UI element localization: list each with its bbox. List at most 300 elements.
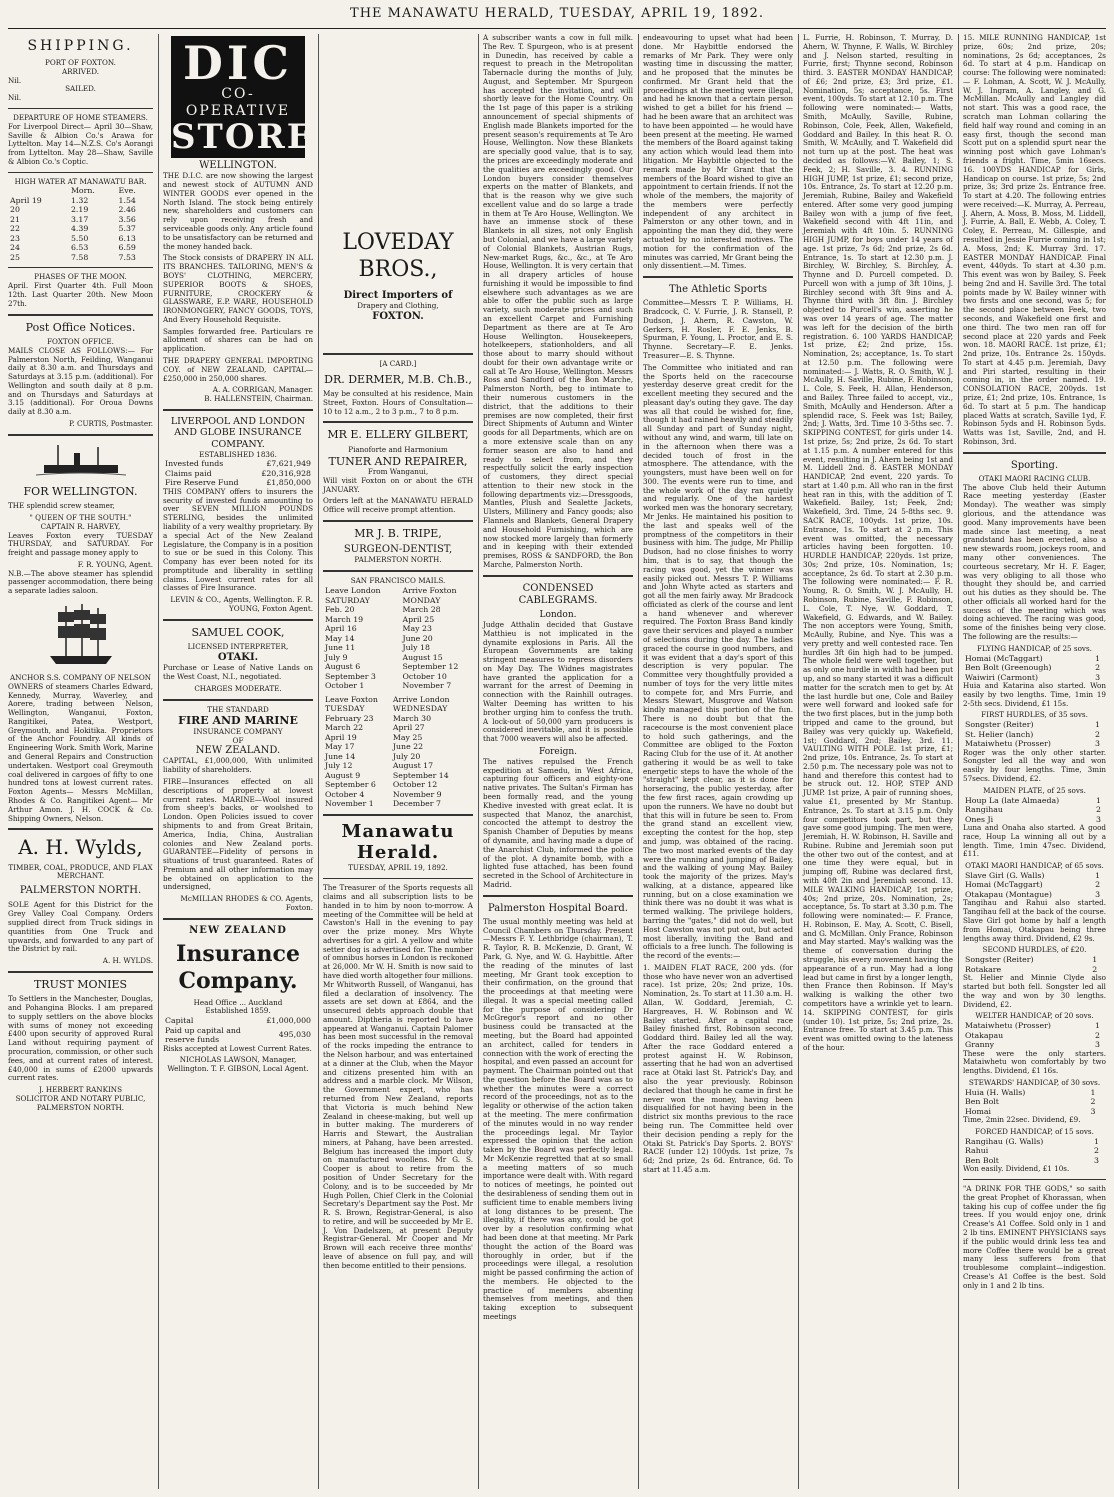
divider — [163, 409, 313, 411]
tide-cell: 24 — [10, 243, 20, 253]
sf-cell: June 11 — [325, 643, 356, 652]
nz-manager: NICHOLAS LAWSON, Manager, Wellington. T. F. GIBSON, Local Agent. — [167, 1055, 309, 1074]
divider — [163, 918, 313, 920]
divider — [323, 814, 473, 816]
sf-header-cell: Arrive Foxton MONDAY — [402, 586, 457, 605]
standard-ins: INSURANCE COMPANY — [193, 726, 283, 736]
tide-cell: April 19 — [10, 195, 42, 205]
race-horse: Homai (McTaggart) — [965, 880, 1043, 890]
race-results — [963, 796, 1106, 825]
trust-sign: J. HERBERT RANKINS — [38, 1085, 123, 1095]
race-horse: Rotakare — [965, 964, 1002, 974]
race-row — [963, 805, 1106, 815]
sports-events: 1. MAIDEN FLAT RACE, 200 yds. (for those who have never won an advertised race). 1st prize, 20s; 2nd prize, 10s. Nomination, 2s. To start at 11.30 a.m. H. Allan, W. Goddard, Jeremiah, C. Hargreaves, H. W. Robinson and W. Bailey started. After a capital race Bailey finished first, Robinson second, Goddard third. Bailey led all the way. After the race Goddard entered a protest against H. W. Robinson, asserting that he had won an advertised race at Otaki last St. Patrick's Day, and also the year previously. Robinson declared that though he came in first he never won the money, having been disqualified for not having been in the district six months previous to the race being run. The Committee held over their decision pending a reply for the Otaki St. Patrick's Day Sports. 2. BOYS' RACE (under 12) 100yds. 1st prize, 7s 6d; 2nd prize, 2s 6d. Entrance, 6d. To start at 11.45 a.m. — [643, 962, 793, 1174]
tide-cell: 6.59 — [118, 243, 136, 253]
sf-cell: June 20 — [402, 633, 433, 643]
london-text: Judge Atthalin decided that Gustave Matthieu is not implicated in the dynamite explosions in Paris. All the European Governments are taking stringent measures to repress disorders on May Day. The Widnes magistrates have granted the application for a warrant for the arrest of Deeming in connection with the Rainhill outrages. Walter Deeming has written to his brother urging him to confess the truth. A lock-out of 50,000 yarn producers is considered inevitable, and it is possible that 7000 weavers will also be affected. — [483, 620, 633, 744]
race-place: 1 — [1095, 653, 1101, 663]
sf-header-cell: Leave London SATURDAY — [325, 586, 381, 605]
dic-chairman: B. HALLENSTEIN, Chairman. — [204, 394, 313, 404]
lg-funds-row — [163, 459, 313, 469]
dic-text: THE D.I.C. are now showing the largest and newest stock of AUTUMN AND WINTER GOODS ever opened in the North Island. The stock being entirely new, shareholders and customers can rely upon receiving fresh and serviceable goods only. Any article found to be unsatisfactory can be returned and the money handed back. — [163, 171, 313, 251]
column-7 — [963, 34, 1106, 1489]
race-place: 3 — [1096, 814, 1101, 824]
departures-text: For Liverpool Direct— April 30—Shaw, Saville & Albion Co.'s Arawa for Lyttelton. May 14—N.Z.S. Co's Aorangi from Lyttelton. May 28—Shaw, Saville & Albion Co.'s Coptic. — [8, 121, 153, 166]
tide-header-cell — [8, 186, 69, 196]
steamer-name: " QUEEN OF THE SOUTH." — [29, 512, 132, 522]
lg-agents: LEVIN & CO., Agents, Wellington. F. R. YOUNG, Foxton Agent. — [170, 595, 313, 614]
nz-insurance: Insurance Company. — [176, 940, 300, 994]
dic-logo-stores: STORES — [171, 117, 342, 158]
divider — [483, 895, 633, 897]
sf-cell: November 9 — [392, 789, 442, 799]
race-heading: FORCED HANDICAP, of 15 sovs. — [975, 1126, 1094, 1136]
sf-cell: February 23 — [325, 713, 374, 723]
sf-row — [323, 714, 473, 724]
herald-news: The Treasurer of the Sports requests all claims and all subscription lists to be handed in to him by noon to-morrow. A meeting of the Committee will be held at Cawston's Hall in the evening to pay over the prize money. Mrs Whyte advertises for a girl. A yellow and white setter dog is advertised for. The number of omnibus horses in London is reckoned at 26,000. Mr W. H. Smith is now said to have died worth altogether four millions. Mr Whitworth Russell, of Wanganui, has filed a declaration of insolvency. The assets are set down at £864, and the unsecured debts approach double that amount. Diptheria is reported to have appeared at Wanganui. Captain Palomer has been most successful in the removal of the rocks impeding the entrance to the Nelson harbour, and was entertained at a dinner at the Club, when the Mayor and citizens presented him with an address and a marble clock. Mr Wilson, the Government expert, who has returned from New Zealand, reports that Victoria is much behind New Zealand in cheese-making, but well up in butter making. The murderers of Harris and Stewart, the Australian miners, at Pahang, have been arrested. Belgium has increased the import duty on manufactured woollens. Mr G. S. Cooper is about to retire from the position of Under Secretary for the Colony, and is to be succeeded by Mr Hugh Pollen, Chief Clerk in the Colonial Secretary's Department say the Post. Mr R. S. Brown, Registrar-General, is also to retire, and will be succeeded by Mr E. J. Von Dadelszen, at present Deputy Registrar-General. Mr Cooper and Mr Brown will each receive three months' leave of absence on full pay, and will then become entitled to their pensions. — [323, 883, 473, 1270]
tide-cell: 7.58 — [70, 252, 89, 262]
divider — [163, 699, 313, 701]
sf-header-cell: Leave Foxton TUESDAY — [325, 694, 378, 713]
nz-capital-label: Paid up capital and reserve funds — [165, 1025, 241, 1045]
sports-heading: The Athletic Sports — [668, 284, 768, 296]
race-horse: Ones Ji — [965, 814, 994, 824]
sf-cell: September 3 — [325, 671, 376, 681]
sf-cell: August 9 — [325, 770, 361, 780]
sf-row — [323, 681, 473, 691]
race-row — [963, 663, 1106, 673]
race-horse: Mataiwhetu (Prosser) — [965, 1021, 1051, 1031]
sf-cell: October 4 — [325, 789, 365, 799]
race-text: Luna and Onaha also started. A good race, Houp La winning all out by a length. Time, 1min 47sec. Dividend, £11. — [963, 823, 1106, 859]
race-horse: Otakapau (Montague) — [965, 889, 1052, 899]
postmaster-sign: P. CURTIS, Postmaster. — [69, 419, 153, 429]
foreign-text: The natives repulsed the French expedition at Samedu, in West Africa, capturing four officers and eighty-one native privates. The Sultan's Firman has been formally read, and the young Khedive invested with great eclat. It is suspected that Manoz, the anarchist, concocted the attempt to destroy the Spanish Chamber of Deputies by means of dynamite, and having made a dupe of the Anarchist Club, informed the police of the plot. A dynamite bomb, with a lighted fuse attached, has been found secreted in the School of Architecture in Madrid. — [483, 756, 633, 889]
sf-cell: August 6 — [325, 662, 361, 671]
race-row — [963, 1137, 1106, 1147]
race-place: 3 — [1095, 1040, 1100, 1050]
hospital-heading: Palmerston Hospital Board. — [488, 902, 628, 914]
race-row — [963, 1031, 1106, 1041]
card-label: [A CARD.] — [379, 358, 417, 368]
column-4 — [483, 34, 633, 1489]
tide-cell: 20 — [10, 205, 20, 215]
divider — [963, 1179, 1106, 1180]
nz-established: Established 1859. — [205, 1006, 271, 1016]
standard-of: OF — [232, 735, 244, 745]
loveday-heading: LOVEDAY BROS., — [342, 230, 454, 282]
ellery-sub: Pianoforte and Harmonium — [348, 444, 448, 454]
race-place: 2 — [1092, 964, 1098, 974]
steamer-text: Leaves Foxton every TUESDAY THURSDAY, and SATURDAY. For freight and passage money apply to — [8, 530, 153, 558]
nz-rates: Risks accepted at Lowest Current Rates. — [163, 1043, 312, 1053]
divider — [8, 971, 153, 973]
tide-cell: 2.19 — [70, 205, 89, 215]
lg-funds-label: Invested funds — [165, 459, 224, 469]
race-row — [963, 730, 1106, 740]
nz-capital-label: Capital — [165, 1016, 194, 1026]
steamer-intro: THE splendid screw steamer, — [8, 501, 115, 511]
cable-heading: CONDENSED CABLEGRAMS. — [518, 582, 598, 606]
herald-title: Manawatu Herald. — [341, 820, 455, 864]
tide-cell: 21 — [10, 214, 20, 224]
nz-capital-value: 495,030 — [278, 1030, 311, 1040]
race-place: 2 — [1095, 1030, 1100, 1040]
masthead: THE MANAWATU HERALD, TUESDAY, APRIL 19, 1892. — [350, 6, 764, 21]
sf-header-cell: Arrive London WEDNESDAY — [392, 694, 450, 713]
race-results — [963, 1088, 1106, 1117]
ellery-text: Will visit Foxton on or about the 6TH JANUARY. — [323, 475, 473, 494]
tripe-town: PALMERSTON NORTH. — [354, 555, 442, 565]
london-heading: London. — [539, 610, 577, 621]
race-horse: Otakapau — [965, 1030, 1004, 1040]
sf-cell: October 12 — [392, 780, 438, 789]
tide-table — [8, 186, 153, 262]
dic-samples: Samples forwarded free. Particulars re allotment of shares can be had on application. — [163, 326, 313, 354]
nz-capital-table — [163, 1016, 313, 1045]
lg-text: THIS COMPANY offers to insurers the security of invested funds amounting to over SEVEN MILLION POUNDS STERLING, besides the unlimited liability of a very wealthy proprietary. By a special Act of the New Zealand Legislature, the Company is in a position to sue or be sued in this Colony. This Company has ever been noted for its promptitude and liberality in settling claims. Lowest current rates for all classes of Fire Insurance. — [163, 486, 313, 593]
lg-funds-table — [163, 459, 313, 488]
wylds-sign: A. H. WYLDS. — [102, 956, 153, 966]
divider — [8, 314, 153, 316]
standard-nz: NEW ZEALAND. — [195, 745, 281, 757]
race-horse: Rangihau — [965, 805, 1003, 815]
sf-row — [323, 733, 473, 743]
sf-cell: Feb. 20 — [325, 605, 355, 614]
sf-cell: July 18 — [402, 643, 430, 652]
sf-row — [323, 634, 473, 644]
race-horse: St. Helier (lanch) — [965, 729, 1034, 739]
race-results — [963, 1137, 1106, 1166]
divider — [8, 828, 153, 830]
sf-row — [323, 662, 473, 672]
divider — [8, 172, 153, 173]
divider — [323, 570, 473, 572]
ellery-note: Orders left at the MANAWATU HERALD Office will receive prompt attention. — [323, 496, 473, 515]
race-place: 1 — [1096, 795, 1101, 805]
sf-row — [323, 742, 473, 752]
race-row — [963, 1097, 1106, 1107]
tide-row — [8, 196, 153, 206]
sf-cell: June 22 — [392, 742, 424, 751]
race-place: 3 — [1095, 672, 1101, 682]
arrived-nil: Nil. — [8, 75, 22, 85]
tide-cell: 23 — [10, 233, 20, 243]
race-row — [963, 1146, 1106, 1156]
tide-cell: 2.46 — [118, 205, 136, 215]
race-text: Time, 2min 22sec. Dividend, £9. — [963, 1115, 1081, 1125]
divider — [483, 575, 633, 577]
divider — [8, 108, 153, 109]
divider — [963, 452, 1106, 454]
port-heading: PORT OF FOXTON. — [45, 58, 116, 68]
standard-fire: FIRE AND MARINE — [178, 714, 298, 728]
divider — [323, 421, 473, 423]
race-place: 1 — [1095, 720, 1100, 730]
divider — [323, 520, 473, 522]
tide-header-row — [8, 186, 153, 196]
masthead-rule — [8, 28, 1106, 29]
moon-heading: PHASES OF THE MOON. — [34, 272, 127, 282]
sf-cell: September 6 — [325, 780, 376, 789]
tide-cell: 6.53 — [70, 243, 89, 253]
nz-capital-row — [163, 1026, 313, 1045]
sailed-nil: Nil. — [8, 93, 22, 103]
wylds-trade: TIMBER, COAL, PRODUCE, AND FLAX MERCHANT. — [8, 862, 153, 881]
trust-text: To Settlers in the Manchester, Douglas, and Pohangina Blocks. I am prepared to supply settlers on the above blocks with sums of money not exceeding £400 upon security of approved Rural Land without requiring payment of procuration, commission, or other such fees, and at current rates of interest. £40,000 in sums of £2000 upwards current rates. — [8, 994, 153, 1083]
standard-heading: THE STANDARD — [207, 704, 269, 714]
sf-cell: May 25 — [392, 732, 423, 742]
race-row — [963, 871, 1106, 881]
wylds-heading: A. H. Wylds, — [18, 835, 143, 860]
wylds-town: PALMERSTON NORTH. — [19, 885, 142, 897]
race-heading: FLYING HANDICAP, of 25 sovs. — [977, 643, 1092, 653]
sf-cell: October 10 — [402, 671, 447, 681]
sf-cell: May 14 — [325, 633, 355, 643]
local-news: A subscriber wants a cow in full milk. The Rev. T. Spurgeon, who is at present in Dunedin, has received by cable a request to preach in the Metropolitan Tabernacle during the months of July, August, and September. Mr Spurgeon has accepted the invitation, and will shortly leave for the Home Country. On the 1st page of this paper is a striking announcement of special shipments of English made Blankets imported for the present season's requirements at Te Aro House, Wellington. Now these Blankets are specially good value, that is to say, the prices are exceedingly moderate and the qualities are exceedingly good. Our London buyers consider themselves experts on the matter of Blankets, and that is the reason why we give such excellent value and do so large a trade in them at Te Aro House, Wellington. We have an immense stock of these Blankets in all sizes, not only English but Colonial, and we have a large variety of Colonial Blankets, Austrian Rugs, New-market Rugs, &c., &c., at Te Aro House, Wellington. It is very certain that in all drapery articles of house furnishing it would be impossible to find elsewhere such advantages as we are able to offer the public such as large variety, such moderate prices and such an excellent Carpet and Furnishing Department as there are at Te Aro House Wellington. Housekeepers, hotelkeepers, stationholders, and all those about to marry should without doubt for their own advantage write or call at Te Aro House, Wellington. Messrs Ross and Sandford of the Bon Marche, Palmerston North, beg to intimate to their numerous customers in the district, that the additions to their premises are now completed, their first Direct Shipments of Autumn and Winter goods for all Departments, which are on a more extensive scale than on any former season are also to hand and ready to select from, and they respectfully solicit the early inspection of customers, they direct special attention to their new stock in the following departments viz:—Dressgoods, Mantles, Plush and Sealette Jackets, Ulsters, Millinery and Fancy goods; also Flannels and Blankets, General Drapery and Household Furnishing, which are now stocked more largely than formerly and in keeping with their extended premises, ROSS & SANDFORD, the Bon Marche, Palmerston North. — [483, 33, 633, 569]
lg-funds-value: £1,850,000 — [266, 478, 311, 488]
race-horse: Mataiwhetu (Prosser) — [965, 739, 1051, 749]
nz-head-office: Head Office ... Auckland — [193, 997, 283, 1007]
lg-heading: LIVERPOOL AND LONDON AND GLOBE INSURANCE COMPANY. — [170, 415, 306, 451]
column-rule — [478, 34, 479, 1489]
tide-cell: 3.56 — [118, 214, 136, 224]
dic-logo-text: DIC — [182, 36, 294, 90]
sf-cell: April 19 — [325, 732, 357, 742]
race-horse: Songster (Reiter) — [965, 955, 1034, 965]
departure-heading: DEPARTURE OF HOME STEAMERS. — [13, 112, 148, 122]
race-row — [963, 880, 1106, 890]
sf-cell: April 27 — [392, 723, 425, 732]
tripe-heading: MR J. B. TRIPE, — [354, 526, 442, 540]
loveday-town: FOXTON. — [372, 310, 424, 322]
sf-row — [323, 643, 473, 653]
race-text: Huia and Katarina also started. Won easily by two lengths. Time, 1min 19 2-5th secs. Dividend, £1 15s. — [963, 681, 1106, 708]
sf-row — [323, 615, 473, 625]
race-text: These were the only starters. Mataiwhetu won comfortably by two lengths. Dividend, £1 16s. — [963, 1048, 1106, 1076]
sf-cell: March 30 — [392, 713, 432, 723]
sf-row — [323, 780, 473, 790]
steamer-heading: FOR WELLINGTON. — [23, 484, 138, 498]
race-horse: Ben Bolt — [965, 1097, 999, 1107]
race-row — [963, 1088, 1106, 1098]
tide-cell: 25 — [10, 252, 20, 262]
sf-cell: August 17 — [392, 761, 434, 770]
sf-table-inbound — [323, 586, 473, 691]
sf-row — [323, 672, 473, 682]
divider — [323, 353, 473, 355]
race-horse: Slave Girl (G. Walls) — [965, 870, 1045, 880]
sf-cell: May 23 — [402, 624, 432, 633]
sports-committee: Committee—Messrs T. P. Williams, H. Bradcock, C. V. Furrie, J. R. Stansell, P. Dudson, J. Ahern, R. Cawston, W. Gerkers, H. Rosler, F. E. Jenks, B. Spurman, F. Young, L. Proctor, and E. S. Thynne. Secretary—F. E. Jenks. Treasurer—E. S. Thynne. — [643, 298, 793, 360]
race-place: 1 — [1092, 955, 1098, 965]
race-place: 2 — [1096, 805, 1101, 815]
shipping-heading: SHIPPING. — [27, 38, 134, 54]
loveday-goods: Drapery and Clothing, — [357, 300, 439, 310]
lg-funds-row — [163, 469, 313, 479]
column-6 — [803, 34, 953, 1489]
race-horse: Homai — [965, 1106, 992, 1116]
race-place: 2 — [1090, 1097, 1096, 1107]
race-heading: MAIDEN PLATE, of 25 sovs. — [983, 785, 1086, 795]
sf-cell: March 22 — [325, 723, 364, 732]
sf-row — [323, 624, 473, 634]
post-office-heading: Post Office Notices. — [25, 320, 136, 334]
sf-table-outbound — [323, 695, 473, 809]
post-office-sub: FOXTON OFFICE. — [47, 336, 114, 346]
sports-events-continued: L. Furrie, H. Robinson, T. Murray, D. Ahern, W. Thynne, F. Walls, W. Birchley and J. Nelson started, resulting in Furrie, first; Thynne second, Robinson third. 3. EASTER MONDAY HANDICAP, of £6; 2nd prize, £3; 3rd prize, £1. Nomination, 5s; acceptance, 5s. First event, 100yds. To start at 12.10 p.m. The following were nominated:— Watts, Smith, McAully, Saville, Rubine, Robinson, Cole, Feek, Allen, Wakefield, Goddard and Bailey. In this heat R. O. Smith, W. McAully, and T. Wakefield did not turn up at the post. The heat was decided as follows:—W. Bailey, 1; S. Feek, 2; H. Saville, 3. 4. RUNNING HIGH JUMP, 1st prize, £1; second prize, 10s. Entrance, 2s. To start at 12.20 p.m. Jeremiah, Rubine, Bailey and Wakefield entered. After some very good jumping Bailey won with a jump of five feet, Wakefield second with 4ft 11in, and Jeremiah with 4ft 10in. 5. RUNNING HIGH JUMP, for boys under 14 years of age. 1st prize, 7s 6d; 2nd prize, 2s 6d. Entrance, 1s. To start at 12.30 p.m. J. Birchley, W. Birchley, S. Birchley, A. Thynne and D. Purcell competed. D. Purcell won with a jump of 3ft 10ins, J. Birchley second with 3ft 9ins and A. Thynne third with 3ft 8in. J. Birchley objected to Purcell's win, asserting he was over 14 years of age. The matter was left for the decision of the birth registration. 6. 100 YARDS HANDICAP, 1st prize, £2; 2nd prize, 15s. Nomination, 2s; acceptance, 1s. To start at 12.50 p.m. The following were nominated:— J. Watts, R. O. Smith, W. J. McAully, H. Saville, Rubine, F. Robinson, L. Cole, S. Feek, H. Allan, Henderson, and Bailey. Three failed to accept, viz., Smith, McAully and Henderson. After a splendid race, S. Feek was 1st; Bailey, 2nd; J. Watts, 3rd. Time 10 3-5ths sec. 7. SKIPPING CONTEST, for girls under 14. 1st prize, 5s; 2nd prize, 2s 6d. To start at 1.15 p.m. A number entered for this event, resulting in J. Ahern being 1st and M. Liddell 2nd. 8. EASTER MONDAY HANDICAP, 2nd event, 220 yards. To start at 1.40 p.m. All who ran in the first heat ran in this, with the addition of T. Wakefield. Bailey, 1st; Feek, 2nd; Wakefield, 3rd. Time, 24 5-8ths sec. 9. SACK RACE, 100yds. 1st prize, 10s. Entrance, 1s. To start at 2 p.m. This event was omitted, the necessary articles having been forgotten. 10. HURDLE HANDICAP, 220yds. 1st prize, 30s; 2nd prize, 10s. Nomination, 1s; acceptance, 2s 6d. To start at 2.30 p.m. The following were nominated:— F. R. Young, R. O. Smith, W. J. McAully, H. Robinson, Rubine, Saville, F. Robinson, L. Cole, T. Nye, W. Goddard, T. Wakefield, G. Edwards, and W. Bailey. The non acceptors were Young, Smith, McAully, Rubine, and Nye. This was a very pretty and well contested race. Ten hurdles 3ft 6in high had to be jumped. The whole field were well together, but as only one hurdle in width had been put up, and so many started it was a difficult matter for the scratch men to get by. At the last hurdle but one, Cole and Bailey were well forward and looked safe for the two first places, but in the jump both tripped and came to the ground, but Bailey was very quickly up. Wakefield, 1st; Goddard, 2nd; Bailey, 3rd. 11. VAULTING WITH POLE. 1st prize, £1; 2nd prize, 10s. Entrance, 2s. To start at 2.50 p.m. The necessary pole was not to hand and therefore this contest had to be struck out. 12. HOP, STEP AND JUMP. 1st prize, A pair of running shoes, value £1, presented by Mr Stantup. Entrance, 2s. To start at 3.15 p.m. Only four competitors took part, but they gave some good jumping. The men were, Jeremiah, H. W. Robinson, H. Saville and Rubine. Rubine and Jeremiah soon put the other two out of the contest, and at one time they were equal, but in jumping off, Rubine was declared first, with 40ft 2in and Jeremiah second. 13. MILE WALKING HANDICAP, 1st prize, 40s; 2nd prize, 20s. Nomination, 2s; acceptance, 5s. To start at 3.30 p.m. The following were nominated:— F. France, H. Robinson, E. May, A. Scott, C. Bisell, and G. McMillan. Only France, Robinson and May started. May's walking was the theme of conversation during the struggle, his every movement having the appearance of a run. May had a long lead but came in first by a longer length, then France then Robinson. If May's walking is walking the other two competitors have a wrinkle yet to learn. 14. SKIPPING CONTEST, for girls (under 10). 1st prize, 5s; 2nd prize, 2s. Entrance free. To start at 3.45 p.m. This event was omitted owing to the lateness of the hour. — [803, 33, 953, 1052]
sf-header-row — [323, 695, 473, 714]
race-text: Roger was the only other starter. Songster led all the way and won easily by four lengths. Time, 3min 57secs. Dividend, £2. — [963, 747, 1106, 783]
dermer-heading: DR. DERMER, M.B. Ch.B., — [324, 372, 472, 386]
sf-row — [323, 752, 473, 762]
hospital-text-continued: endeavouring to upset what had been done. Mr Haybittle endorsed the remarks of Mr Park. They were only wasting time in discussing the matter, and he proposed that the minutes be confirmed. Mr Grant held that the proceedings at the meeting were illegal, and had he known that a certain person wished to get a billet for his friend — had he been aware that an architect was to have been appointed — he would have been present at the meeting. He warned the members of the Board against taking any action which would lead them into litigation. Mr Haybittle objected to the remark made by Mr Grant that the members of the Board wished to give an appointment to certain friends. If not the whole of the members, the majority of the members were perfectly independent of any architect in Palmerston or any other town, and in appointing the man they did, they were actuated by no interested motives. The motion for the confirmation of the minutes was carried, Mr Grant being the only dissentient.—M. Times. — [643, 33, 793, 271]
spacer — [323, 34, 473, 224]
tide-cell: 7.53 — [118, 252, 136, 262]
post-office-text: MAILS CLOSE AS FOLLOWS:— For Palmerston North, Feilding, Wanganui daily at 8.30 a.m. and Thursdays and Saturdays at 3.15 p.m. (additional). For Wellington and south daily at 8 p.m. and on Thursdays and Saturdays at 3.15 (additional). For Oroua Downs daily at 8.30 a.m. — [8, 345, 153, 417]
race-place: 3 — [1093, 1155, 1099, 1165]
lg-funds-value: £7,621,949 — [266, 459, 311, 469]
race-place: 2 — [1095, 729, 1100, 739]
column-rule — [798, 34, 799, 1489]
race-results — [963, 955, 1106, 974]
race-heading: FIRST HURDLES, of 35 sovs. — [981, 710, 1088, 720]
tide-row — [8, 234, 153, 244]
race-place: 1 — [1095, 870, 1101, 880]
sf-row — [323, 723, 473, 733]
dic-company: THE DRAPERY GENERAL IMPORTING COY. of NEW ZEALAND, CAPITAL—£250,000 in 250,000 shares. — [163, 355, 313, 383]
race-heading: SECOND HURDLES, of £20. — [982, 945, 1087, 955]
moon-text: April. First Quarter 4th. Full Moon 12th. Last Quarter 20th. New Moon 27th. — [8, 281, 153, 308]
sf-header-row — [323, 586, 473, 605]
race-row — [963, 796, 1106, 806]
sf-cell: October 1 — [325, 681, 365, 690]
sailing-ship-icon — [46, 600, 116, 670]
coffee-ad: "A DRINK FOR THE GODS," so saith the great Prophet of Khorassan, when taking his cup of coffee under the fig trees. If you would enjoy one, drink Crease's A1 Coffee. Sold only in 1 and 2 lb tins. EMINENT PHYSICIANS says if the public would drink less tea and more Coffee there would be a great many less sufferers from that troublesome complaint—indigestion. Crease's A1 Coffee is the best. Sold only in 1 and 2 lb tins. — [963, 1184, 1106, 1290]
race-horse: Waiwiri (Carmont) — [965, 672, 1039, 682]
race-horse: Ben Bolt — [965, 1155, 999, 1165]
race-place: 3 — [1095, 889, 1101, 899]
sf-cell: August 15 — [402, 652, 443, 662]
column-rule — [318, 34, 319, 1489]
dic-logo — [171, 36, 342, 158]
tide-row — [8, 253, 153, 263]
steamer-nb: N.B.—The above steamer has splendid passenger accommodation, there being a separate ladies saloon. — [8, 568, 153, 596]
sf-row — [323, 799, 473, 809]
tide-cell: 22 — [10, 224, 20, 234]
divider — [323, 878, 473, 879]
sf-cell: June 14 — [325, 751, 356, 761]
race-horse: Rahui — [965, 1146, 989, 1156]
ellery-from: From Wanganui, — [367, 466, 429, 476]
race-place: 3 — [1095, 739, 1100, 749]
race-row — [963, 654, 1106, 664]
cook-text: Purchase or Lease of Native Lands on the West Coast, N.I., negotiated. — [163, 663, 313, 681]
dermer-text: May be consulted at his residence, Main Street, Foxton. Hours of Consultation—10 to 12 a.m., 2 to 3 p.m., 7 to 8 p.m. — [323, 389, 473, 416]
race-place: 1 — [1090, 1087, 1096, 1097]
herald-date: TUESDAY, APRIL 19, 1892. — [348, 863, 448, 873]
tripe-sub: SURGEON-DENTIST, — [343, 544, 453, 556]
sf-cell: July 9 — [325, 652, 348, 662]
loveday-sub: Direct Importers of — [343, 289, 453, 301]
race-heading: OTAKI MAORI HANDICAP, of 65 sovs. — [965, 861, 1104, 871]
race-place: 2 — [1095, 880, 1101, 890]
race-horse: Homai (McTaggart) — [965, 653, 1043, 663]
race-text: Tangihau and Rahui also started. Tangihau fell at the back of the course. Slave Girl got home by half a length from Homai, Otakapau being three lengths away third. Dividend, £2 9s. — [963, 898, 1106, 943]
sf-cell: November 7 — [402, 681, 452, 690]
sf-cell: April 16 — [325, 624, 357, 633]
sf-row — [323, 605, 473, 615]
race-text: St. Helier and Minnie Clyde also started but both fell. Songster led all the way and won by 30 lengths. Dividend, £2. — [963, 973, 1106, 1009]
race-horse: Huia (H. Walls) — [965, 1087, 1026, 1097]
steamer-captain: CAPTAIN R. HARVEY, — [40, 521, 121, 531]
divider — [163, 619, 313, 621]
column-rule — [158, 34, 159, 1489]
tide-cell: 6.13 — [118, 233, 136, 243]
race-horse: Granny — [965, 1040, 995, 1050]
race-place: 1 — [1095, 1021, 1100, 1031]
race-results — [963, 1021, 1106, 1050]
sports-text: The Committee who initiated and ran the Sports held on the racecourse yesterday deserve great credit for the excellent meeting they secured and the pleasant day's outing they gave. The day was all that could be wished for, fine, though it had rained heavily and steadily all Sunday and part of Sunday night, without any wind, and warm, till late on in the afternoon when there was a decided touch of frost in the atmosphere. The attendance, with the youngsters, must have been well on for 300. The events were run to time, and the whole work of the day ran quietly and regularly. One of the hardest worked men was the honorary secretary, Mr Jenks. He maintained his position to the last and speaks well of the promptness of the competitors in their business with him. The judge, Mr Phillip Dudson, had no close finishes to worry him, that is to say, that though the racing was good, yet the winner was easily picked out. Messrs T. P. Williams and John Whyte acted as starters and got all the men fairly away. Mr Bradcock officiated as clerk of the course and lent a hand whenever and wherever required. The Foxton Brass Band kindly gave their services and played a number of selections during the day. The ladies graced the course in good numbers, and it was evident that a day's sport of this description is very popular. The Committee very thoughtfully provided a number of toys for the very little mites to compete for, and Mrs Furrie, and Messrs Stewart, Musgrove and Watson kindly managed this portion of the fun. There is no doubt but that the racecourse is the most convenient place to hold such gatherings, and the Committee are obliged to the Foxton Racing Club for the use of it. At another gathering it would be as well to take energetic steps to have the whole of the "straight" kept clear, as it is done for horseracing, the public yesterday, after the few first races, again crowding up upon the runners. We have no doubt but that this will in future be seen to. From the grand stand an excellent view, excepting the contest for the hop, step and jump, was obtained of the racing. The two most marked events of the day were the running and jumping of Bailey, and the walking of young May. Bailey took the majority of the prizes. May's walking, at a distance, appeared like running, but on a close examination we think there was no doubt it was what is termed walking. The privilege holders, barring the "gates," did not do well, but Host Cawston was not put out, but acted most liberally, inviting the Band and officials to a free lunch. The following is the record of the events:— — [643, 362, 793, 961]
race-results — [963, 654, 1106, 683]
tide-cell: 5.50 — [70, 233, 89, 243]
tide-cell: 1.54 — [118, 195, 136, 205]
steamer-icon — [36, 441, 126, 481]
trust-role: SOLICITOR AND NOTARY PUBLIC, PALMERSTON NORTH. — [15, 1093, 146, 1112]
tide-row — [8, 205, 153, 215]
sf-cell: March 28 — [402, 605, 441, 614]
sf-row — [323, 761, 473, 771]
sf-cell: May 17 — [325, 742, 355, 751]
sf-cell: April 25 — [402, 614, 435, 624]
otaki-heading: OTAKI MAORI RACING CLUB. — [978, 473, 1091, 483]
standard-capital: CAPITAL, £1,000,000, With unlimited liability of shareholders. — [163, 756, 313, 775]
tide-cell: 1.32 — [70, 195, 89, 205]
trust-heading: TRUST MONIES — [33, 977, 128, 991]
dic-manager: A. A. CORRIGAN, Manager. — [212, 385, 313, 395]
race-text: Won easily. Dividend, £1 10s. — [963, 1164, 1070, 1174]
dic-stock-list: The Stock consists of DRAPERY IN ALL ITS BRANCHES. TAILORING, MEN'S & BOYS' CLOTHING, MERCERY, SUPERIOR BOOTS & SHOES, FURNITURE, CROCKERY & GLASSWARE, E.P. WARE, HOUSEHOLD IRONMONGERY, FANCY GOODS, TOYS, And Every Household Requisite. — [163, 253, 313, 324]
column-rule — [958, 34, 959, 1489]
race-results — [963, 720, 1106, 749]
race-heading: STEWARDS' HANDICAP, of 30 sovs. — [968, 1077, 1101, 1087]
tide-row — [8, 215, 153, 225]
race-results — [963, 871, 1106, 900]
lg-funds-label: Claims paid — [165, 468, 212, 478]
sf-cell: November 1 — [325, 799, 374, 808]
column-3 — [323, 34, 473, 1489]
tide-cell: 5.37 — [118, 224, 136, 234]
race-row — [963, 1021, 1106, 1031]
tide-cell: 3.17 — [70, 214, 89, 224]
standard-text: FIRE—Insurances effected on all descriptions of property at lowest current rates. MARINE—Wool insured from sheep's backs, or woolshed to London. Open Policies issued to cover shipments to and from Great Britain, America, India, China, Australian colonies and New Zealand ports. GUARANTEE—Fidelity of persons in situations of trust guaranteed. Rates of Premium and all other information may be obtained on application to the undersigned, — [163, 777, 313, 892]
sf-cell: July 20 — [392, 751, 421, 761]
column-rule — [638, 34, 639, 1489]
race-place: 2 — [1095, 663, 1101, 673]
race-horse: Houp La (late Almaeda) — [965, 795, 1060, 805]
tide-header-cell: Morn. — [70, 186, 95, 196]
lg-funds-value: £20,316,928 — [261, 468, 311, 478]
wylds-text: SOLE Agent for this District for the Grey Valley Coal Company. Orders supplied direct from Truck sidings in quantities from One Truck and upwards, and forwarded to any part of the District by rail. — [8, 900, 153, 954]
standard-agents: McMILLAN RHODES & CO. Agents, Foxton. — [180, 894, 313, 912]
nz-heading: NEW ZEALAND — [189, 924, 287, 936]
hospital-text: The usual monthly meeting was held at Council Chambers on Thursday. Present—Messrs F. Y. Lethbridge (chairman), T. R. Taylor, R. B. McKenzie, D. Grant, W. Park, G. Nye, and W. G. Haybittle. After the reading of the minutes of last meeting, Mr Grant took exception to their confirmation, on the ground that the proceedings at that meeting were illegal. It was a special meeting called for the purpose of considering Dr McGregor's report and no other business could be transacted at the meeting, but the Board had appointed an architect, called for tenders in connection with the work of erecting the hospital, and even passed an account for payment. The Chairman pointed out that the question before the Board was as to whether the minutes were a correct record of the proceedings, not as to the legality or otherwise of the action taken at the meeting. The mere confirmation of the minutes would in no way render the proceedings legal. Mr Taylor expressed the opinion that the action taken by the Board was perfectly legal. Mr McKenzie regretted that at so small a meeting matters of so much importance were dealt with. With regard to notices of meetings, he pointed out the desirableness of sending them out in sufficient time to enable members living at long distances to be present. The illegality, if there was any, could be got over by a resolution confirming what had been done at that meeting. Mr Park thought the action of the Board was thoroughly in order, but if the proceedings were illegal, a resolution might be passed confirming the action of the members. He objected to the practice of members absenting themselves from meetings, and then taking exception to subsequent meetings — [483, 916, 633, 1321]
race-horse: Songster (Reiter) — [965, 720, 1034, 730]
sailed-heading: SAILED. — [65, 84, 96, 94]
column-1 — [8, 34, 153, 1489]
cook-place: OTAKI. — [217, 652, 259, 664]
anchor-text: OWNERS of steamers Charles Edward, Kennedy, Murray, Waverley, and Aorere, trading between Nelson, Wellington, Wanganui, Foxton, Rangitikei, Patea, Westport, Greymouth, and Hokitika. Proprietors of the Anchor Foundry. All kinds of Engineering Work. Smith Work, Marine and General Repairs and Construction undertaken. Westport coal Greymouth coal delivered in cargoes of fifty to one hundred tons at lowest current rates. Foxton Agents— Messrs McMillan, Rhodes & Co. Rangitikei Agent— Mr Arthur Amon. J. H. COCK & Co. Shipping Owners, Nelson. — [8, 681, 153, 823]
